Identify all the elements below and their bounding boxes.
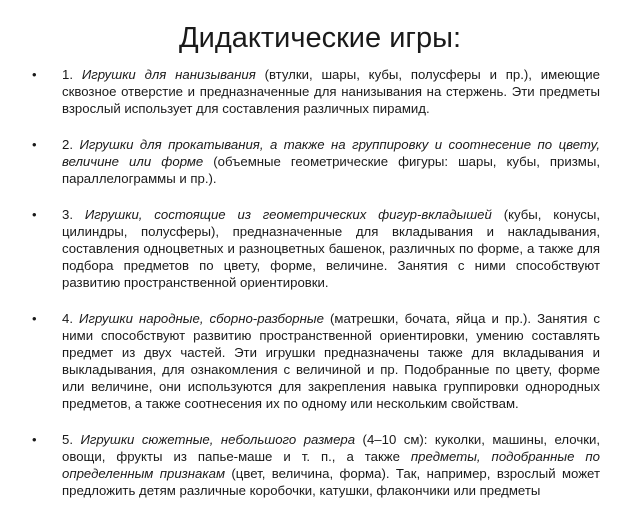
list-item (0, 206, 640, 291)
item-italic-term: Игрушки для прокатывания, а также на группировку и соотнесение по цвету, величине или форме (62, 137, 600, 169)
item-text: (матрешки, бочата, яйца и пр.). Занятия с ними способствуют развитию пространственной ориентировки, умению составлять предмет из двух частей. Эти игрушки предназначены также для вкладывания и выкладывания, для ознакомления с величиной и пр. Подобранные по цвету, форме или величине, они используются для закрепления навыка группировки однородных предметов, а также соотнесения их по одному или нескольким свойствам. (62, 311, 600, 411)
item-italic-term: Игрушки для нанизывания (81, 67, 256, 82)
bullet-icon: • (32, 207, 37, 222)
bullet-icon: • (32, 432, 37, 447)
item-text: (объемные геометрические фигуры: шары, кубы, призмы, параллелограммы и пр.). (62, 154, 600, 186)
item-number: 5. (62, 432, 73, 447)
bullet-list (0, 66, 640, 518)
bullet-icon: • (32, 137, 37, 152)
item-number: 1. (62, 67, 73, 82)
bullet-icon: • (32, 311, 37, 326)
list-item (0, 136, 640, 187)
item-number: 2. (62, 137, 73, 152)
item-number: 3. (62, 207, 73, 222)
item-text: (4–10 см): куколки, машины, елочки, овощи, фрукты из папье-маше и т. п., а также (62, 432, 600, 464)
item-italic-term: Игрушки народные, сборно-разборные (79, 311, 324, 326)
item-number: 4. (62, 311, 73, 326)
item-text-2: (цвет, величина, форма). Так, например, взрослый может предложить детям различные коробочки, катушки, флакончики или предметы (62, 466, 600, 498)
bullet-icon: • (32, 67, 37, 82)
item-text: (кубы, конусы, цилиндры, полусферы), предназначенные для вкладывания и накладывания, составления одноцветных и разноцветных башенок, различных по форме, а также для подбора предметов по цвету, форме, величине. Занятия с ними способствуют развитию пространственной ориентировки. (62, 207, 601, 290)
list-item (0, 66, 640, 117)
item-italic-term: Игрушки сюжетные, небольшого размера (80, 432, 356, 447)
list-item (0, 431, 640, 499)
item-italic-term-2: предметы, подобранные по определенным признакам (62, 449, 600, 481)
item-text: (втулки, шары, кубы, полусферы и пр.), имеющие сквозное отверстие и предназначенные для нанизывания на стержень. Эти предметы взрослый использует для составления различных пирамид. (62, 67, 600, 116)
list-item (0, 310, 640, 412)
slide-title: Дидактические игры: (179, 22, 461, 54)
item-italic-term: Игрушки, состоящие из геометрических фигур-вкладышей (84, 207, 492, 222)
